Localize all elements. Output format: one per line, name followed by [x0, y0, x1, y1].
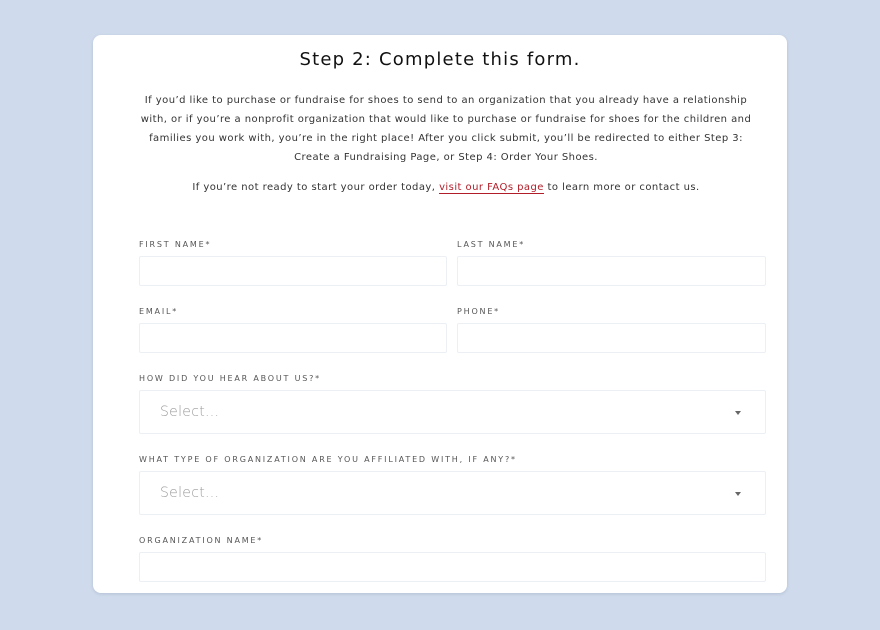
- last-name-label: LAST NAME*: [457, 240, 526, 249]
- hear-about-placeholder: Select...: [160, 404, 220, 420]
- last-name-input[interactable]: [457, 256, 766, 286]
- email-input[interactable]: [139, 323, 447, 353]
- intro-text: If you’d like to purchase or fundraise for shoes to send to an organization that you already have a relationship with, or if you’re a nonprofit organization that would like to purchase or fundraise for shoes for the children and families you work with, you’re in the right place! After you click submit, you’ll be redirected to either Step 3: Create a Fundraising Page, or Step 4: Order Your Shoes.: [140, 95, 752, 163]
- org-name-input[interactable]: [139, 552, 766, 582]
- email-label: EMAIL*: [139, 307, 179, 316]
- org-name-label: ORGANIZATION NAME*: [139, 536, 264, 545]
- faq-link[interactable]: visit our FAQs page: [439, 182, 544, 193]
- hear-about-select[interactable]: [139, 390, 766, 434]
- hear-about-label: HOW DID YOU HEAR ABOUT US?*: [139, 374, 321, 383]
- first-name-input[interactable]: [139, 256, 447, 286]
- first-name-label: FIRST NAME*: [139, 240, 212, 249]
- caret-down-icon: [735, 492, 741, 496]
- faq-note: [137, 178, 755, 197]
- note-text-before: If you’re not ready to start your order today,: [192, 182, 440, 193]
- org-type-select[interactable]: [139, 471, 766, 515]
- org-type-label: WHAT TYPE OF ORGANIZATION ARE YOU AFFILIATED WITH, IF ANY?*: [139, 455, 517, 464]
- phone-input[interactable]: [457, 323, 766, 353]
- note-text-after: to learn more or contact us.: [543, 182, 700, 193]
- form-title: Step 2: Complete this form.: [299, 49, 581, 70]
- caret-down-icon: [735, 411, 741, 415]
- phone-label: PHONE*: [457, 307, 500, 316]
- form-card: [93, 35, 787, 593]
- org-type-placeholder: Select...: [160, 485, 220, 501]
